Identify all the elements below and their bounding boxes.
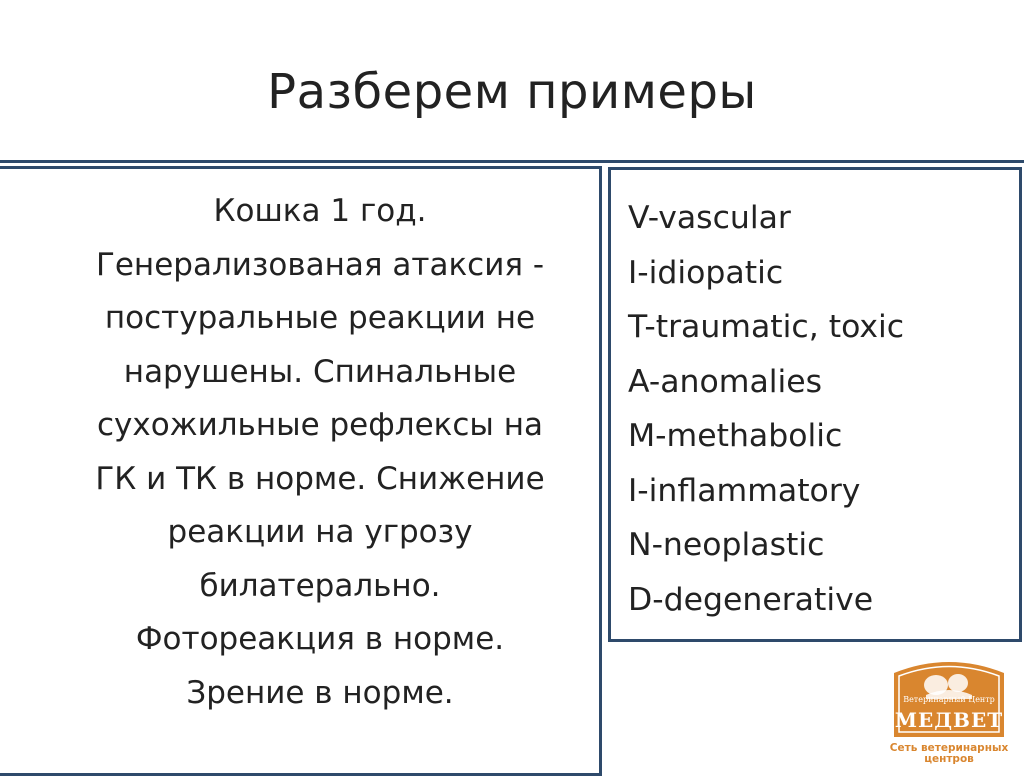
logo-tagline-line: Сеть ветеринарных (889, 742, 1009, 754)
mnemonic-item: N-neoplastic (628, 527, 825, 563)
mnemonic-item: I-inflammatory (628, 472, 861, 509)
mnemonic-item: V-vascular (628, 200, 791, 236)
case-line: билатерально. (199, 567, 441, 604)
logo-small-text: Ветеринарный Центр (903, 695, 995, 704)
medvet-logo (884, 655, 1014, 767)
mnemonic-item: D-degenerative (628, 581, 874, 618)
logo-tagline (884, 743, 1014, 765)
mnemonic-item: I-idiopatic (628, 254, 784, 291)
case-line: ГК и ТК в норме. Снижение (95, 460, 545, 497)
slide-title: Разберем примеры (267, 64, 757, 120)
mnemonic-item: T-traumatic, toxic (628, 309, 905, 345)
logo-tagline-line: центров (924, 753, 974, 765)
case-line: постуральные реакции не (104, 300, 536, 336)
case-line: Кошка 1 год. (213, 193, 427, 229)
mnemonic-item: A-anomalies (628, 363, 823, 400)
case-line: Зрение в норме. (186, 674, 454, 711)
case-line: реакции на угрозу (167, 514, 473, 550)
case-line: сухожильные рефлексы на (96, 407, 544, 443)
case-line: Генерализованая атаксия - (95, 246, 545, 283)
case-description (40, 185, 600, 720)
mnemonic-list (628, 191, 1018, 627)
logo-name: МЕДВЕТ (894, 708, 1004, 732)
mnemonic-item: M-methabolic (628, 418, 843, 454)
case-line: нарушены. Спинальные (123, 353, 517, 390)
case-line: Фотореакция в норме. (135, 621, 505, 657)
